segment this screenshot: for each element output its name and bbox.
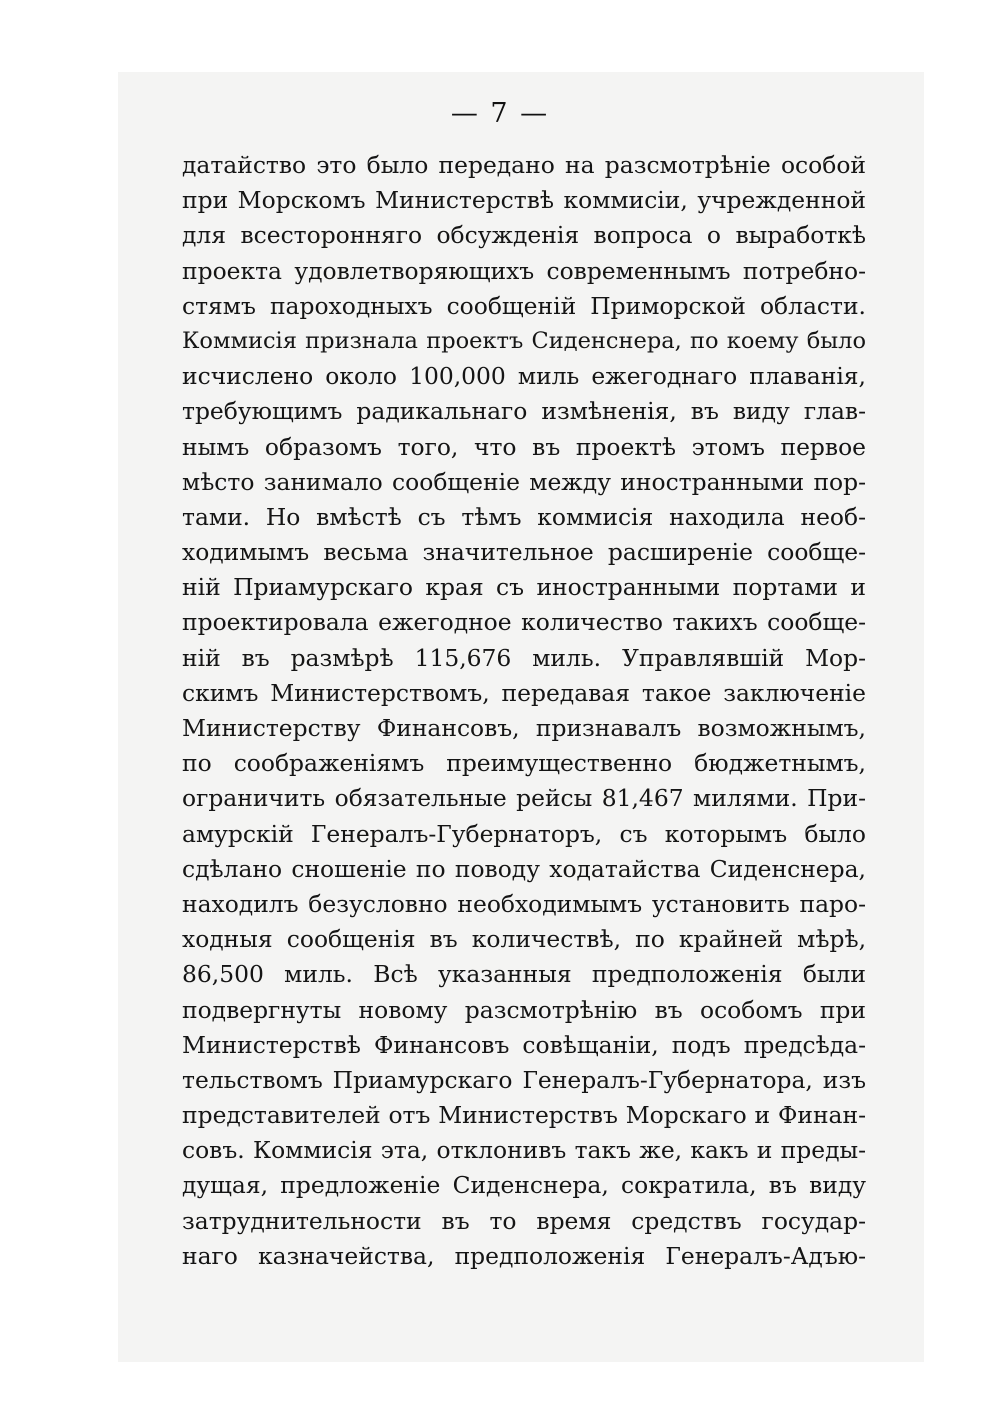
text-line: датайство это было передано на разсмотрѣніе особой bbox=[182, 151, 866, 179]
text-line: ній въ размѣрѣ 115,676 миль. Управлявшій Мор- bbox=[182, 643, 866, 672]
text-line: представителей отъ Министерствъ Морскаго и Финан- bbox=[182, 1101, 866, 1130]
text-line: Министерству Финансовъ, признавалъ возможнымъ, bbox=[182, 714, 866, 742]
page-number: — 7 — bbox=[450, 98, 550, 129]
text-line: амурскій Генералъ-Губернаторъ, съ которымъ было bbox=[182, 819, 866, 848]
text-line: при Морскомъ Министерствѣ коммисіи, учрежденной bbox=[182, 186, 866, 215]
text-line: исчислено около 100,000 миль ежегоднаго плаванія, bbox=[182, 362, 866, 391]
text-line: скимъ Министерствомъ, передавая такое заключеніе bbox=[182, 678, 866, 707]
text-line: тельствомъ Приамурскаго Генералъ-Губернатора, изъ bbox=[182, 1065, 866, 1094]
text-line: стямъ пароходныхъ сообщеній Приморской области. bbox=[182, 291, 866, 320]
text-line: ній Приамурскаго края съ иностранными портами и bbox=[182, 573, 866, 602]
text-line: находилъ безусловно необходимымъ установить паро- bbox=[182, 889, 866, 918]
text-line: проекта удовлетворяющихъ современнымъ потребно- bbox=[182, 256, 866, 285]
text-line: Министерствѣ Финансовъ совѣщаніи, подъ предсѣда- bbox=[182, 1030, 866, 1059]
text-line: дущая, предложеніе Сиденснера, сократила, въ виду bbox=[182, 1171, 866, 1200]
text-line: совъ. Коммисія эта, отклонивъ такъ же, какъ и преды- bbox=[182, 1136, 866, 1165]
text-line: ходимымъ весьма значительное расширеніе сообще- bbox=[182, 538, 866, 567]
body-text bbox=[182, 148, 866, 1274]
text-line: по соображеніямъ преимущественно бюджетнымъ, bbox=[182, 749, 866, 778]
text-line: для всесторонняго обсужденія вопроса о выработкѣ bbox=[182, 221, 866, 250]
text-line: подвергнуты новому разсмотрѣнію въ особомъ при bbox=[182, 995, 866, 1024]
text-line: Коммисія признала проектъ Сиденснера, по коему было bbox=[182, 327, 866, 354]
text-line: 86,500 миль. Всѣ указанныя предположенія были bbox=[182, 960, 866, 989]
text-line: затруднительности въ то время средствъ государ- bbox=[182, 1206, 866, 1235]
text-line: ограничить обязательные рейсы 81,467 милями. При- bbox=[182, 784, 866, 813]
text-line: проектировала ежегодное количество такихъ сообще- bbox=[182, 608, 866, 637]
text-line: наго казначейства, предположенія Генералъ-Адъю- bbox=[182, 1241, 866, 1270]
text-line: нымъ образомъ того, что въ проектѣ этомъ первое bbox=[182, 432, 866, 461]
text-line: ходныя сообщенія въ количествѣ, по крайней мѣрѣ, bbox=[182, 925, 866, 954]
text-line: мѣсто занимало сообщеніе между иностранными пор- bbox=[182, 467, 866, 496]
text-line: требующимъ радикальнаго измѣненія, въ виду глав- bbox=[182, 397, 866, 426]
text-line: сдѣлано сношеніе по поводу ходатайства Сиденснера, bbox=[182, 854, 866, 883]
text-line: тами. Но вмѣстѣ съ тѣмъ коммисія находила необ- bbox=[182, 502, 866, 531]
